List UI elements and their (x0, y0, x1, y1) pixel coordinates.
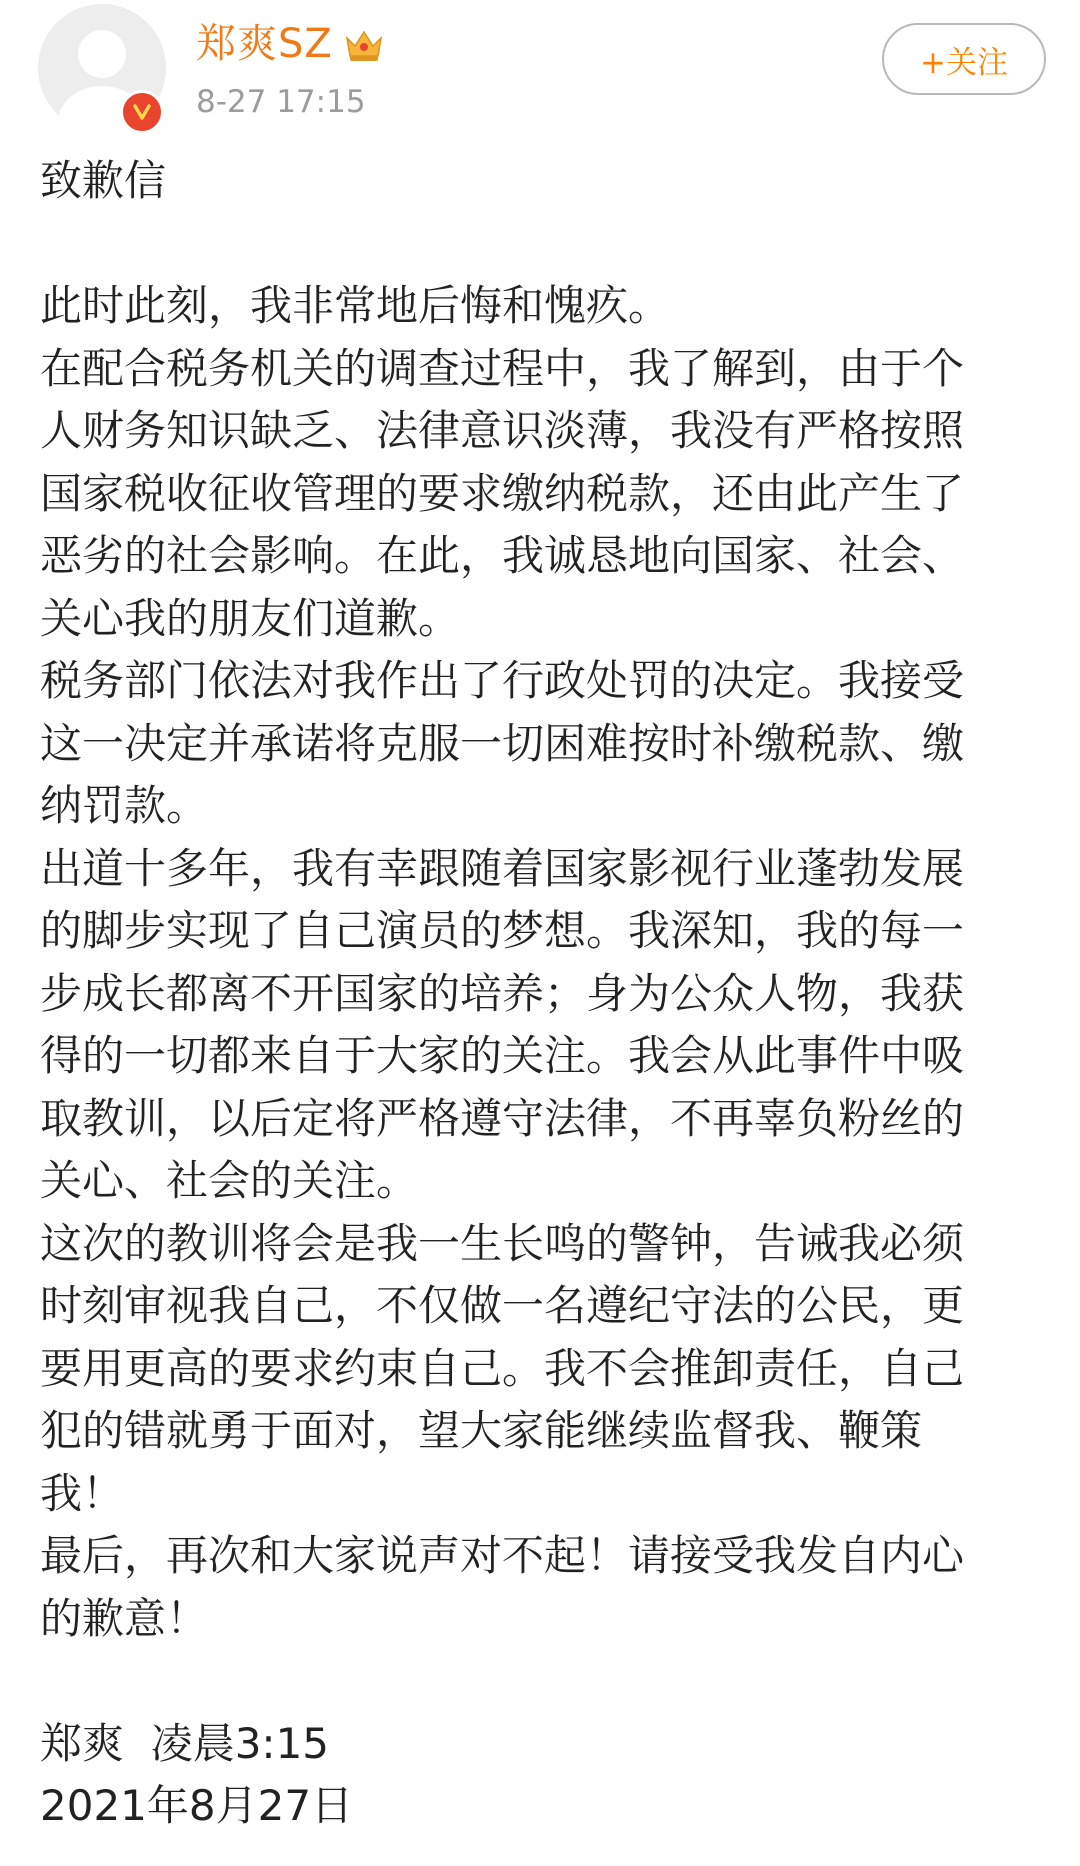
letter-line: 这一决定并承诺将克服一切困难按时补缴税款、缴 (40, 718, 965, 768)
username[interactable] (196, 18, 385, 70)
letter-date: 2021年8月27日 (40, 1781, 354, 1830)
letter-line: 时刻审视我自己，不仅做一名遵纪守法的公民，更 (40, 1281, 965, 1330)
verified-badge-icon (120, 90, 164, 134)
blank-line (40, 1650, 1050, 1713)
letter-line: 关心我的朋友们道歉。 (40, 593, 461, 643)
letter-line: 步成长都离不开国家的培养；身为公众人物，我获 (40, 968, 965, 1018)
letter-line: 我！ (40, 1468, 125, 1518)
letter-line: 人财务知识缺乏、法律意识淡薄，我没有严格按照 (40, 406, 965, 455)
letter-line: 得的一切都来自于大家的关注。我会从此事件中吸 (40, 1031, 965, 1080)
letter-line: 要用更高的要求约束自己。我不会推卸责任，自己 (40, 1343, 965, 1393)
letter-line: 关心、社会的关注。 (40, 1156, 419, 1205)
letter-line: 纳罚款。 (40, 781, 209, 830)
post-content (40, 150, 1050, 1838)
letter-line: 取教训，以后定将严格遵守法律，不再辜负粉丝的 (40, 1093, 965, 1143)
letter-line: 的歉意！ (40, 1593, 209, 1643)
follow-button[interactable] (882, 23, 1046, 95)
letter-line: 这次的教训将会是我一生长鸣的警钟，告诫我必须 (40, 1218, 965, 1268)
follow-button-label: +关注 (920, 44, 1008, 81)
letter-line: 此时此刻，我非常地后悔和愧疚。 (40, 281, 671, 330)
username-text: 郑爽SZ (196, 21, 333, 67)
letter-line: 国家税收征收管理的要求缴纳税款，还由此产生了 (40, 468, 965, 518)
letter-line: 最后，再次和大家说声对不起！请接受我发自内心 (40, 1531, 965, 1580)
blank-line (40, 213, 1050, 276)
letter-line: 在配合税务机关的调查过程中，我了解到，由于个 (40, 343, 965, 393)
letter-line: 犯的错就勇于面对，望大家能继续监督我、鞭策 (40, 1406, 923, 1455)
vip-crown-icon (343, 25, 385, 63)
letter-line: 税务部门依法对我作出了行政处罚的决定。我接受 (40, 656, 965, 705)
letter-line: 恶劣的社会影响。在此，我诚恳地向国家、社会、 (40, 531, 965, 580)
letter-line: 出道十多年，我有幸跟随着国家影视行业蓬勃发展 (40, 843, 965, 893)
letter-line: 的脚步实现了自己演员的梦想。我深知，我的每一 (40, 906, 965, 955)
letter-body (40, 275, 1050, 1650)
letter-signature: 郑爽 凌晨3:15 (40, 1718, 330, 1768)
letter-title: 致歉信 (40, 156, 167, 205)
post-timestamp: 8-27 17:15 (196, 84, 366, 120)
